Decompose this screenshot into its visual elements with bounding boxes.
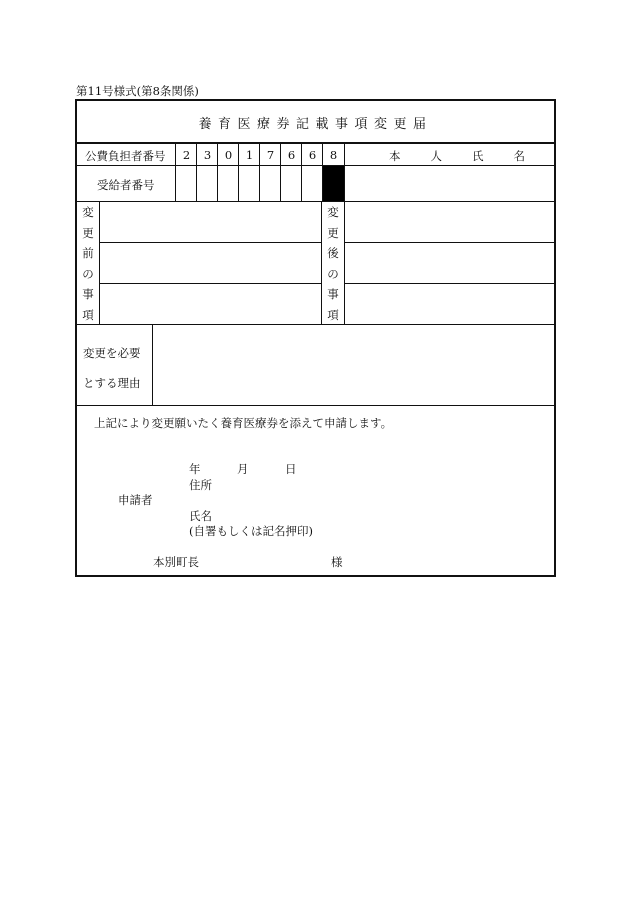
recipient-row-divider [77,201,554,202]
after-label-char: 変 [327,205,339,219]
payer-digit: 7 [266,148,275,162]
after-label-char: 事 [327,287,339,301]
before-label-char: 変 [82,205,94,219]
recipient-number-label: 受給者番号 [97,178,155,192]
date-year-label: 年 [189,462,201,476]
payer-digit: 0 [224,148,233,162]
reason-label-divider [152,324,153,405]
form-number-label: 第11号様式(第8条関係) [76,84,199,98]
payer-digit: 6 [308,148,317,162]
title-divider [77,142,554,144]
applicant-label: 申請者 [118,493,153,507]
reason-label-line: 変更を必要 [83,346,141,360]
before-label-char: 項 [82,308,94,322]
form-title: 養育医療券記載事項変更届 [198,116,433,132]
after-label-char: 項 [327,308,339,322]
payer-digit: 2 [182,148,191,162]
before-label-char: 前 [82,246,94,260]
person-name-label: 本人氏名 [389,149,555,163]
address-label: 住所 [189,478,212,492]
before-row-divider-2 [99,283,321,284]
after-label-char: の [327,267,339,281]
payer-number-label: 公費負担者番号 [85,149,166,163]
form-frame [75,99,556,577]
payer-digit: 8 [329,148,338,162]
after-row-divider-2 [344,283,554,284]
changes-bottom-divider [77,324,554,325]
after-label-char: 更 [327,226,339,240]
payer-row-divider [77,165,554,166]
reason-label-line: とする理由 [83,376,141,390]
after-row-divider-1 [344,242,554,243]
before-label-divider [99,201,100,324]
payer-digit: 1 [245,148,254,162]
reason-bottom-divider [77,405,554,406]
blacked-out-cell [323,166,344,201]
date-day-label: 日 [285,462,297,476]
addressee-honorific: 様 [331,555,343,569]
payer-digit: 3 [203,148,212,162]
payer-digit: 6 [287,148,296,162]
before-label-char: 更 [82,226,94,240]
name-label: 氏名 [189,509,212,523]
seal-note: (自署もしくは記名押印) [189,524,313,538]
before-row-divider-1 [99,242,321,243]
addressee-title: 本別町長 [153,555,199,569]
declaration-text: 上記により変更願いたく養育医療券を添えて申請します。 [94,416,393,430]
after-label-divider [344,201,345,324]
digit-divider-8 [344,142,345,201]
before-label-char: 事 [82,287,94,301]
after-label-char: 後 [327,246,339,260]
before-after-divider [321,201,322,324]
date-month-label: 月 [237,462,249,476]
before-label-char: の [82,267,94,281]
